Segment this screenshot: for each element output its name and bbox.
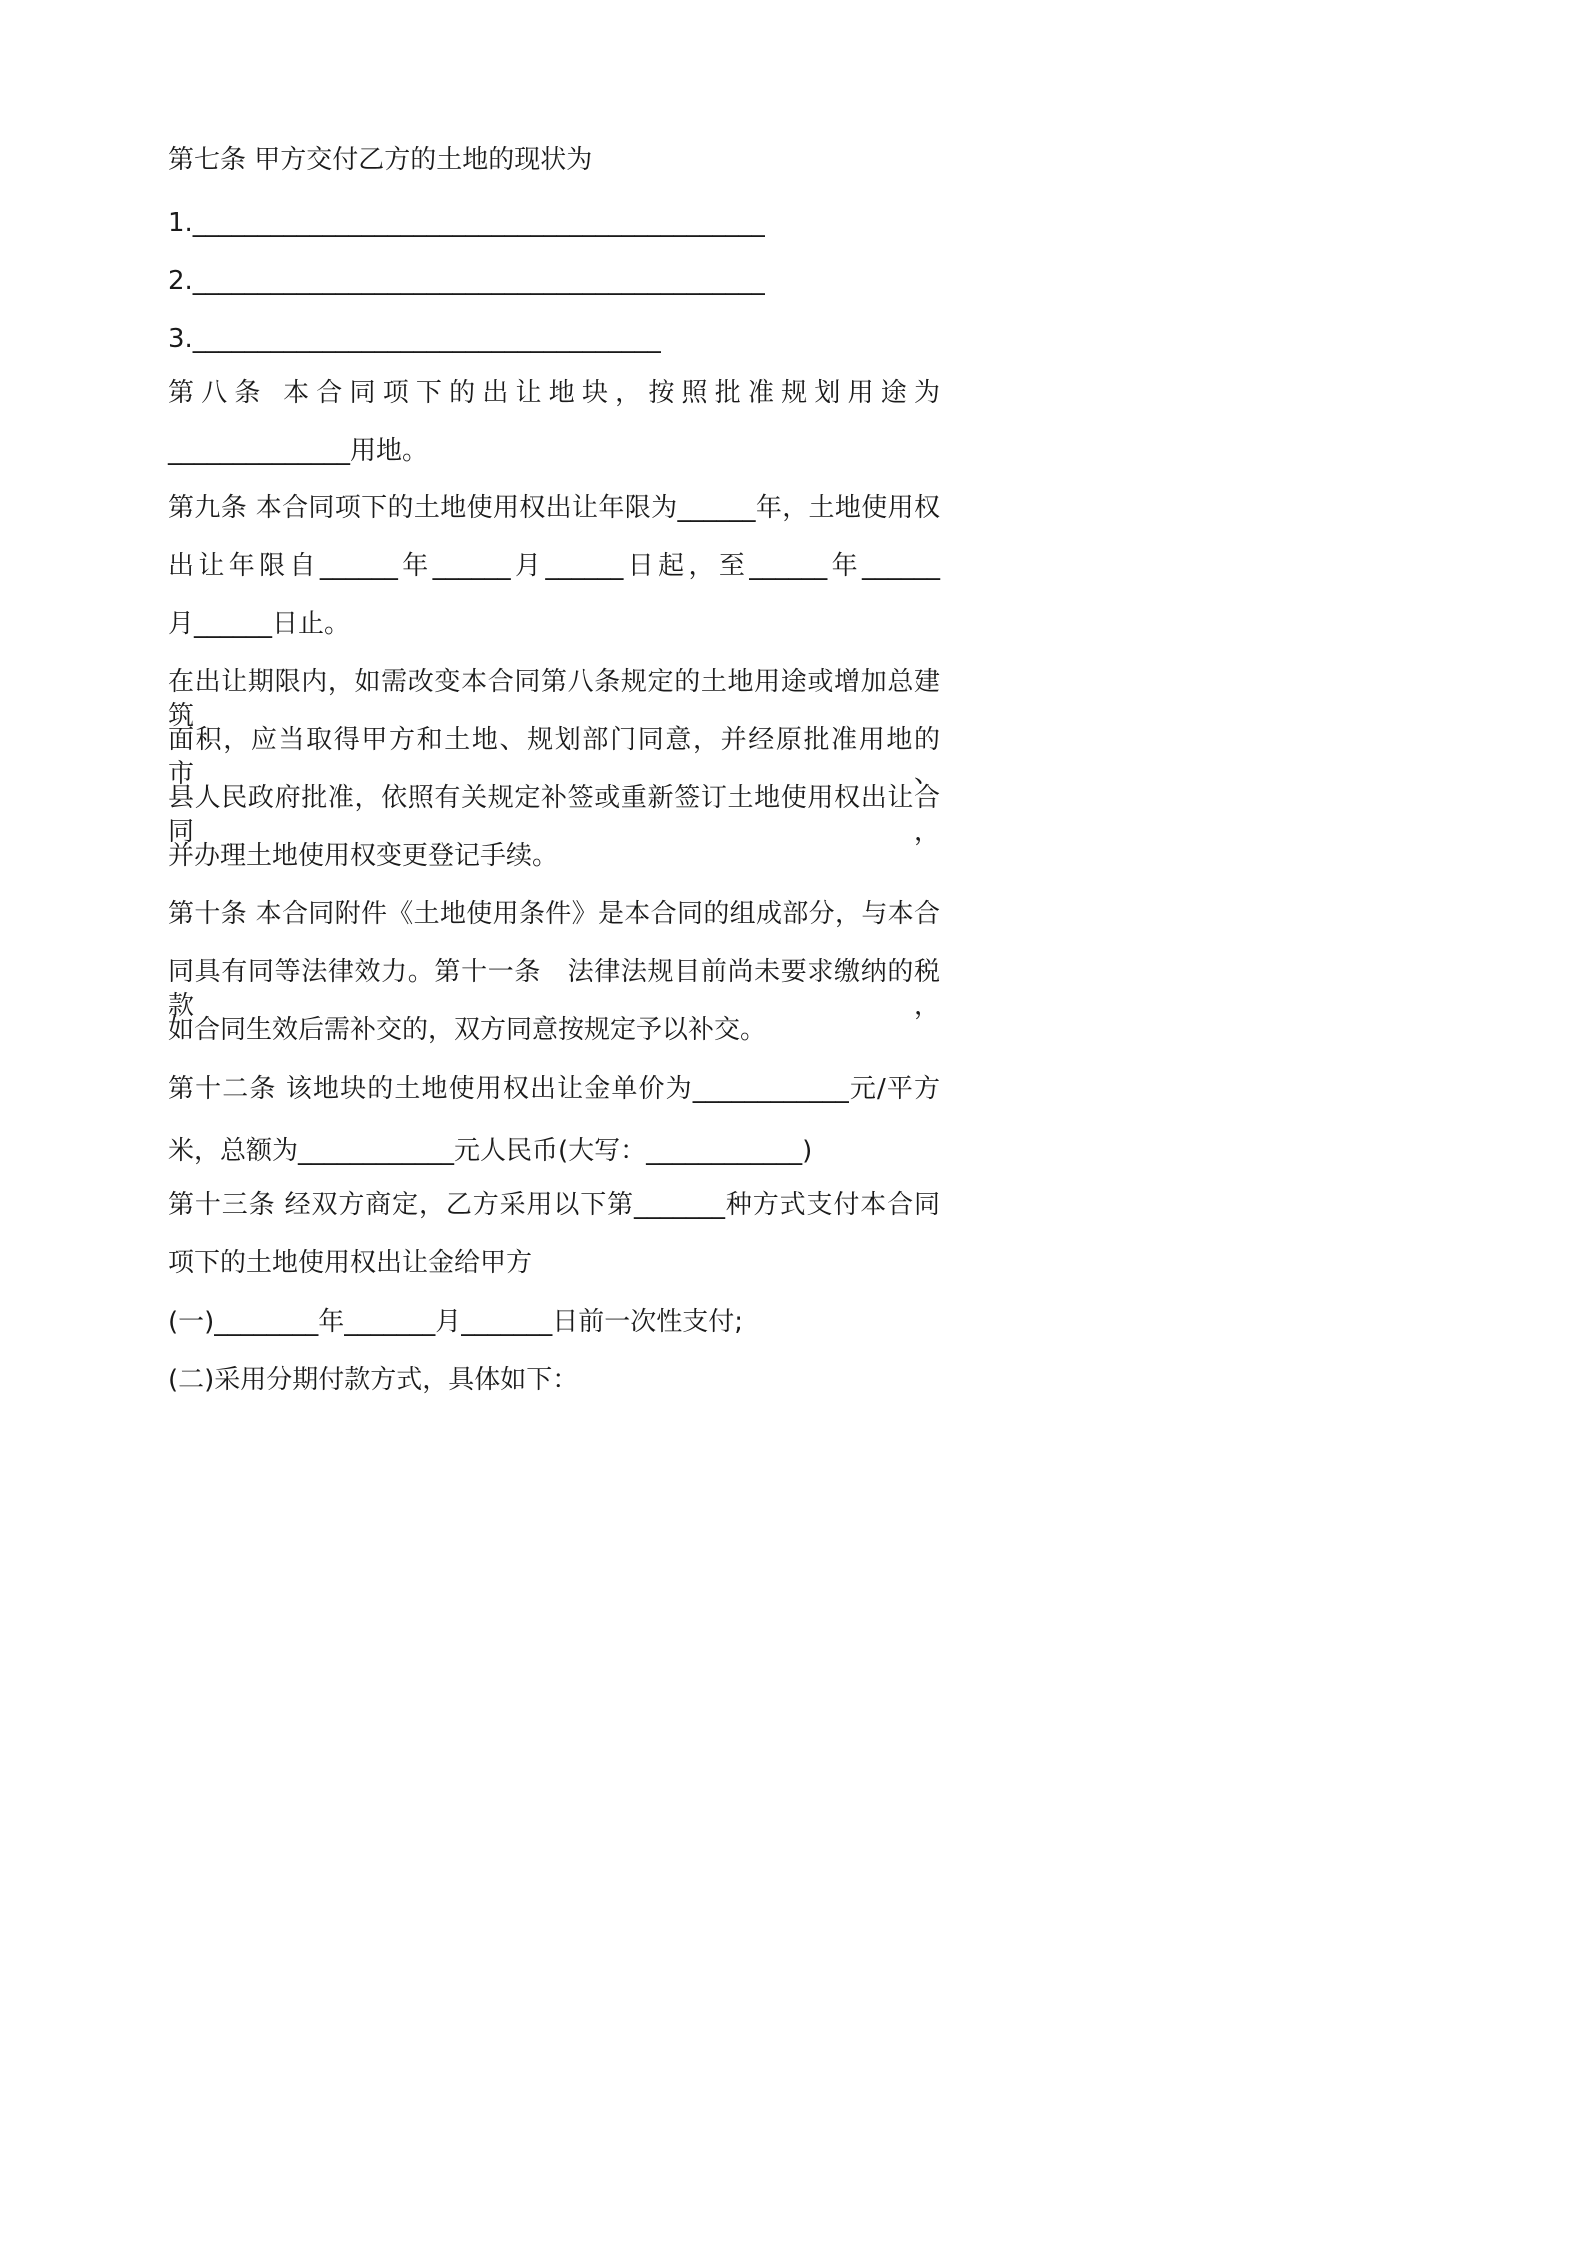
article-10-line-1: 第十条 本合同附件《土地使用条件》是本合同的组成部分，与本合 <box>168 899 940 929</box>
paragraph-change-use-line-4: 并办理土地使用权变更登记手续。 <box>168 841 559 871</box>
article-9-line-1: 第九条 本合同项下的土地使用权出让年限为______年，土地使用权 <box>168 493 940 523</box>
article-12-line-2: 米，总额为____________元人民币(大写：____________) <box>168 1136 813 1166</box>
article-8-line-1: 第八条 本合同项下的出让地块，按照批准规划用途为 <box>168 378 940 408</box>
article-7-blank-3: 3.____________________________________ <box>168 324 661 354</box>
article-9-line-2: 出让年限自______年______月______日起，至______年______ <box>168 551 940 581</box>
payment-option-1: (一)________年_______月_______日前一次性支付; <box>168 1307 744 1337</box>
article-12-line-1: 第十二条 该地块的土地使用权出让金单价为____________元/平方 <box>168 1074 940 1104</box>
payment-option-2: (二)采用分期付款方式，具体如下： <box>168 1365 579 1395</box>
article-13-line-2: 项下的土地使用权出让金给甲方 <box>168 1248 533 1278</box>
article-8-line-2: ______________用地。 <box>168 436 429 466</box>
document-page <box>0 0 1100 1556</box>
article-7-blank-1: 1.____________________________________________ <box>168 208 765 238</box>
article-7-blank-2: 2.____________________________________________ <box>168 266 765 296</box>
paragraph-change-use-line-1: 在出让期限内，如需改变本合同第八条规定的土地用途或增加总建筑 <box>168 667 940 731</box>
article-10-line-2: 同具有同等法律效力。第十一条 法律法规目前尚未要求缴纳的税款， <box>168 957 940 1021</box>
paragraph-change-use-line-2: 面积，应当取得甲方和土地、规划部门同意，并经原批准用地的市、 <box>168 725 940 789</box>
article-11-line: 如合同生效后需补交的，双方同意按规定予以补交。 <box>168 1015 767 1045</box>
article-7-heading: 第七条 甲方交付乙方的土地的现状为 <box>168 145 593 175</box>
paragraph-change-use-line-3: 县人民政府批准，依照有关规定补签或重新签订土地使用权出让合同， <box>168 783 940 847</box>
article-9-line-3: 月______日止。 <box>168 609 351 639</box>
article-13-line-1: 第十三条 经双方商定，乙方采用以下第_______种方式支付本合同 <box>168 1190 940 1220</box>
